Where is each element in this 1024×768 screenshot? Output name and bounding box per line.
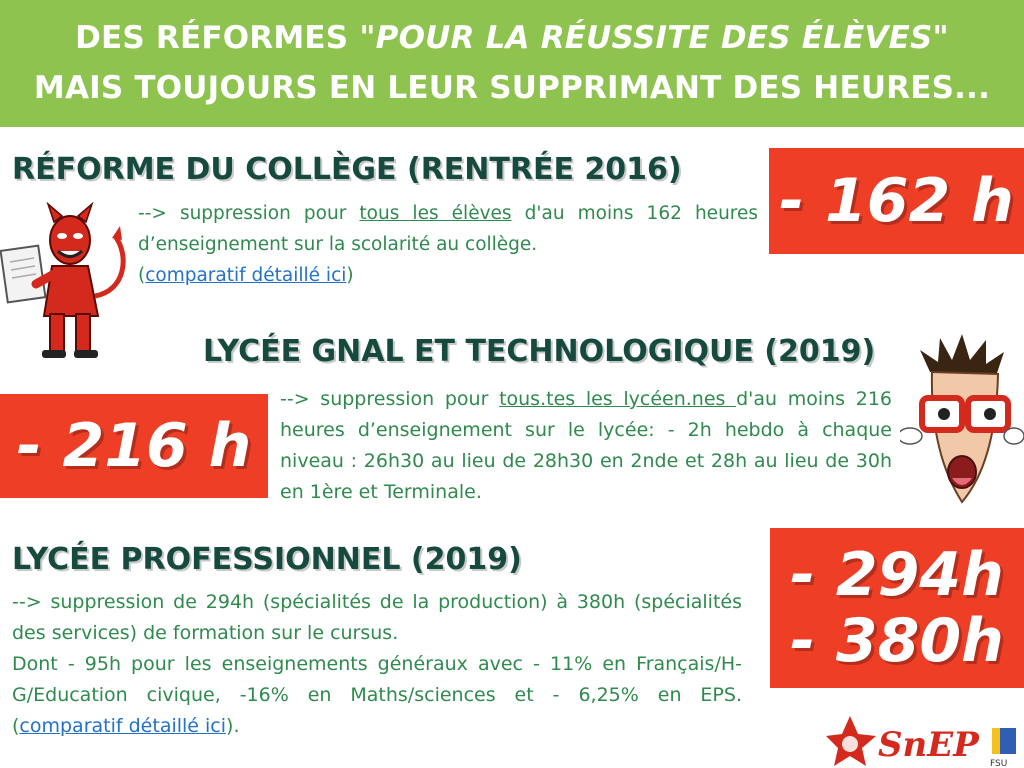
banner-line-2: MAIS TOUJOURS EN LEUR SUPPRIMANT DES HEURES... [33,70,991,106]
college-underlined-text: tous les élèves [359,203,512,224]
lycee-description: --> suppression pour tous.tes les lycéen.nes d'au moins 216 heures d’enseignement sur le lycée: - 2h hebdo à chaque niveau : 26h30 au lieu de 28h30 en 2nde et 28h au lieu de 30h en 1ère et Terminale. [280,388,892,503]
pro-hours-badge [770,528,1024,688]
college-description: --> suppression pour tous les élèves d'au moins 162 heures d’enseignement sur la scolarité au collège. (comparatif détaillé ici) [138,203,759,286]
banner-line-1: DES RÉFORMES "POUR LA RÉUSSITE DES ÉLÈVES" [75,20,949,56]
pro-hours-badge-line-2: - 380h [790,606,1004,676]
pro-description: --> suppression de 294h (spécialités de la production) à 380h (spécialités des services) de formation sur le cursus. Dont - 95h pour les enseignements généraux avec - 11% en Français/H-G/Education civique, -16% en Maths/sciences et - 6,25% en EPS. (comparatif détaillé ici). [12,591,742,737]
college-heading: RÉFORME DU COLLÈGE (RENTRÉE 2016) [12,152,682,187]
snep-fsu-logo [826,710,1024,768]
lycee-heading: LYCÉE GNAL ET TECHNOLOGIQUE (2019) [203,334,876,369]
snep-logo-text: SnEP [878,725,979,765]
devil-illustration-icon [0,196,134,366]
college-hours-badge: - 162 h [769,148,1024,254]
pro-heading: LYCÉE PROFESSIONNEL (2019) [12,542,522,577]
header-banner [0,0,1024,127]
banner-quote: "POUR LA RÉUSSITE DES ÉLÈVES" [359,20,949,56]
fsu-logo-text: FSU [990,759,1008,768]
lycee-hours-badge: - 216 h [0,394,268,498]
lycee-underlined-text: tous.tes les lycéen.nes [499,388,737,410]
stressed-face-illustration-icon [900,332,1024,514]
pro-hours-badge-line-1: - 294h [790,540,1004,610]
college-comparison-link[interactable]: comparatif détaillé ici [145,265,347,286]
pro-comparison-link[interactable]: comparatif détaillé ici [19,715,227,737]
